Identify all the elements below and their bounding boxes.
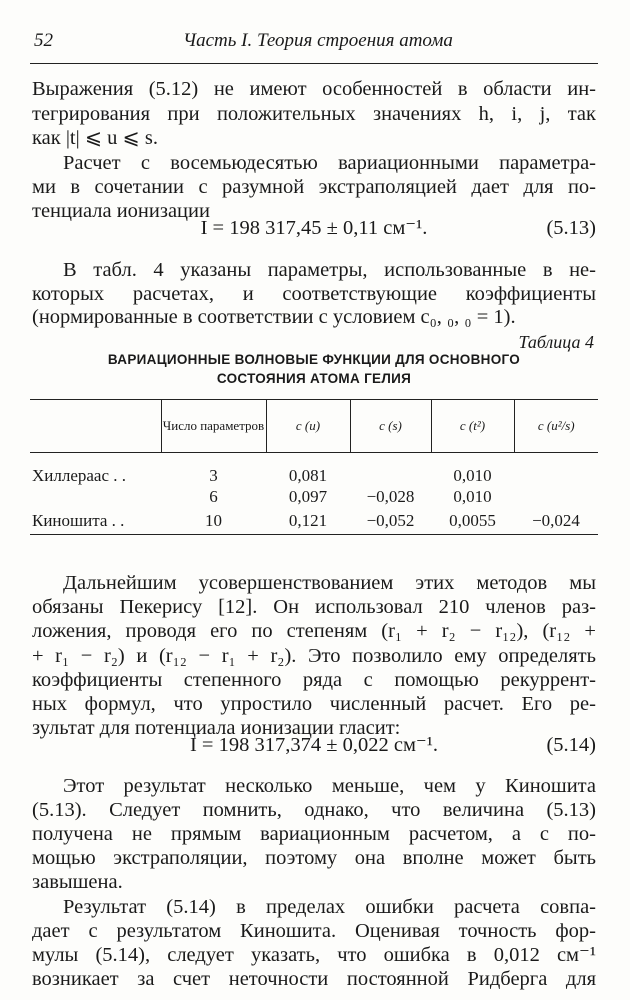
text-line: как |t| ⩽ u ⩽ s. [32, 127, 158, 149]
text-line: мощью экстраполяции, поэтому она вполне может быть [32, 847, 596, 869]
table-cell [514, 486, 598, 507]
table-row [30, 507, 598, 535]
equation-number: (5.14) [546, 734, 596, 756]
text-line: обязаны Пекерису [12]. Он использовал 210 членов раз- [32, 596, 596, 618]
table-cell: 0,121 [266, 507, 350, 535]
text-line: (нормированные в соответствии с условием c₀, ₀, ₀ = 1). [32, 306, 516, 328]
table-cell: 0,010 [453, 487, 492, 506]
text-line: ложения, проводя его по степеням (r₁ + r₂ − r₁₂), (r₁₂ + [32, 620, 596, 642]
column-header: Число параметров [161, 400, 266, 453]
text-line: коэффициенты степенного ряда с помощью рекуррент- [32, 669, 596, 691]
table-row [30, 465, 598, 486]
text-line: Расчет с восемьюдесятью вариационными параметра- [63, 152, 596, 174]
table-cell: 0,081 [288, 466, 328, 485]
column-header: c (u²/s) [514, 400, 598, 453]
text-line: Дальнейшим усовершенствованием этих методов мы [63, 572, 596, 594]
column-header: c (s) [350, 400, 431, 453]
text-line: Выражения (5.12) не имеют особенностей в области ин- [32, 78, 596, 100]
table-cell: 6 [209, 487, 218, 506]
equation-number: (5.13) [546, 217, 596, 239]
table-row [30, 486, 598, 507]
text-line: дает с результатом Киношита. Оценивая точность фор- [32, 920, 596, 942]
page-number: 52 [34, 30, 53, 51]
table-cell: 0,010 [453, 466, 492, 485]
table-label: Таблица 4 [518, 332, 594, 352]
table-cell: −0,028 [366, 487, 415, 506]
table-title: СОСТОЯНИЯ АТОМА ГЕЛИЯ [216, 371, 412, 386]
table-cell: 3 [209, 466, 218, 485]
table-header-row [30, 400, 598, 453]
column-header: c (u) [266, 400, 350, 453]
text-line: (5.13). Следует помнить, однако, что величина (5.13) [32, 799, 596, 821]
text-line: тенциала ионизации [32, 200, 210, 222]
running-title: Часть I. Теория строения атома [183, 30, 453, 51]
text-line: тегрирования при положительных значениях h, i, j, так [32, 103, 596, 125]
table-title: ВАРИАЦИОННЫЕ ВОЛНОВЫЕ ФУНКЦИИ ДЛЯ ОСНОВНОГО [107, 352, 521, 367]
column-header [30, 400, 161, 453]
text-line: В табл. 4 указаны параметры, использованные в не- [63, 259, 596, 281]
text-line: Результат (5.14) в пределах ошибки расчета совпа- [63, 896, 596, 918]
text-line: + r₁ − r₂) и (r₁₂ − r₁ + r₂). Это позволило ему определять [32, 645, 596, 667]
table-cell: Киношита . . [30, 507, 161, 535]
table-cell [514, 465, 598, 486]
table-cell [350, 465, 431, 486]
table-cell: 10 [161, 507, 266, 535]
text-line: ных формул, что упростило численный расчет. Его ре- [32, 693, 596, 715]
table-cell [30, 486, 161, 507]
table-cell: −0,052 [350, 507, 431, 535]
text-line: мулы (5.14), следует указать, что ошибка в 0,012 см⁻¹ [32, 944, 596, 966]
equation-formula: I = 198 317,374 ± 0,022 см⁻¹. [189, 734, 439, 756]
text-line: Этот результат несколько меньше, чем у Киношита [63, 775, 596, 797]
variational-table [30, 399, 598, 535]
table-cell: 0,0055 [431, 507, 514, 535]
text-line: получена не прямым вариационным расчетом, а с по- [32, 823, 596, 845]
table-cell: −0,024 [514, 507, 598, 535]
text-line: возникает за счет неточности постоянной Ридберга для [32, 968, 596, 990]
text-line: которых расчетах, и соответствующие коэффициенты [32, 283, 596, 305]
table-cell: Хиллерaac . . [32, 466, 127, 485]
header-rule [30, 63, 598, 64]
table-cell: 0,097 [288, 487, 328, 506]
text-line: завышена. [32, 871, 123, 893]
column-header: c (t²) [431, 400, 514, 453]
equation-formula: I = 198 317,45 ± 0,11 см⁻¹. [200, 217, 428, 239]
text-line: ми в сочетании с разумной экстраполяцией дает для по- [32, 176, 596, 198]
text-line: зультат для потенциала ионизации гласит: [32, 717, 401, 739]
